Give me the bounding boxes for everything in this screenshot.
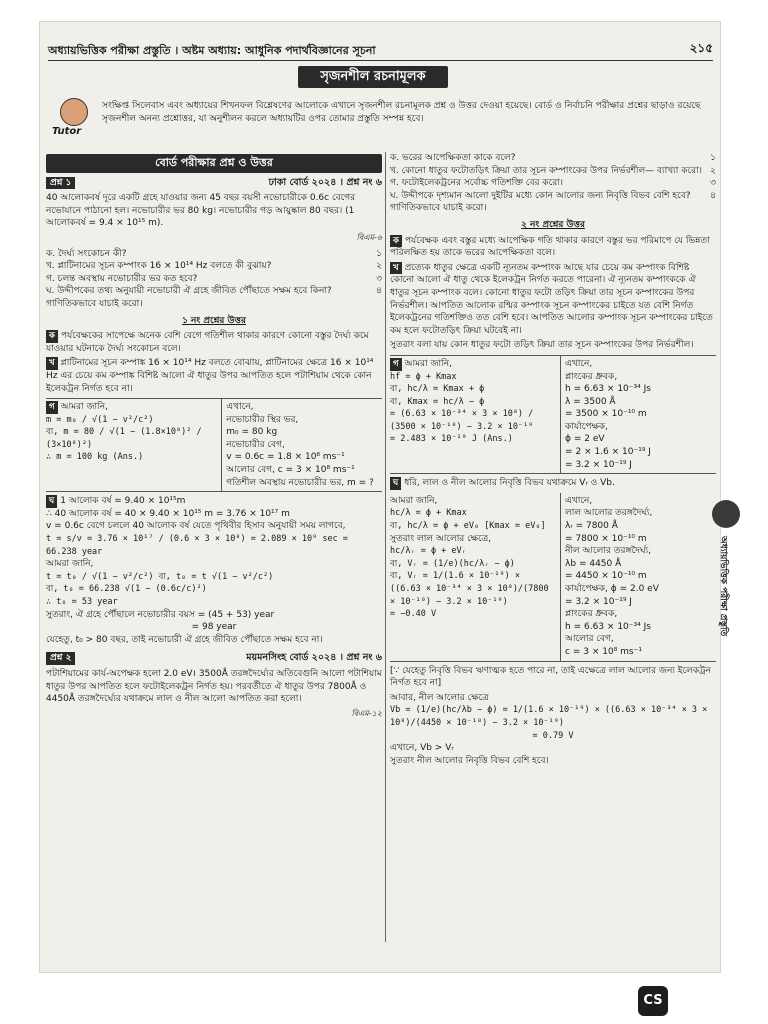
mark-gh-icon: ঘ [46, 495, 57, 508]
answer-1-kh: খ প্লাটিনামের সূচন কম্পাঙ্ক 16 × 10¹⁴ Hz বলতে বোঝায়, প্লাটিনামের ক্ষেত্রে 16 × 10¹⁴ Hz এর চেয়ে কম কম্পাঙ্ক বিশিষ্ট আলো ঐ ধাতুর উপর আপতিত হলে পটাশিয়াম থেকে কোন ইলেকট্রন নির্গত হবে না। [46, 358, 374, 394]
answer-2-gh-blue: আবার, নীল আলোর ক্ষেত্রে Vb = (1/e)(hc/λb − ϕ) = 1/(1.6 × 10⁻¹⁹) × ((6.63 × 10⁻³⁴ × 3 × 10⁸)/(4450 × 10⁻¹⁰) − 3.2 × 10⁻¹⁹) = 0.79 V এখানে, Vb > Vᵣ সুতরাং নীল আলোর নিবৃত্তি বিভব বেশি হবে। [390, 692, 708, 766]
tutor-logo [52, 98, 98, 142]
tutor-label: Tutor [52, 126, 82, 137]
camscanner-badge: CS [638, 986, 668, 1016]
tutor-face-icon [60, 98, 88, 126]
book-icon [712, 500, 740, 528]
side-tab [712, 500, 742, 650]
page-number: ২১৫ [689, 41, 713, 55]
answer-2-g [390, 355, 716, 474]
question-1-tag: প্রশ্ন ১ [46, 177, 75, 190]
question-2-board: ময়মনসিংহ বোর্ড ২০২৪ । প্রশ্ন নং ৬ [246, 652, 382, 664]
answer-1-heading: ১ নং প্রশ্নের উত্তর [182, 315, 246, 326]
book-page [40, 22, 720, 972]
question-2-d: ঘ. উদ্দীপকে দৃশ্যমান আলো দুইটির মধ্যে কোন আলোর জন্য নিবৃত্তি বিভব বেশি হবে? গাণিতিকভাবে যাচাই করো। ৪ [390, 190, 716, 214]
side-tab-label: অধ্যায়ভিত্তিক পরীক্ষা প্রস্তুতি [718, 536, 728, 637]
mark-k-icon: ক [390, 235, 402, 248]
column-divider [385, 152, 386, 942]
answer-2-gh-note: [∵ যেহেতু নিবৃত্তি বিভব ঋণাত্মক হতে পারে না, তাই এক্ষেত্রে লাল আলোর জন্য ইলেকট্রন নির্গত হবে না] [390, 665, 711, 689]
mark-g-icon: গ [46, 401, 58, 414]
answer-2-gh-given: এখানে, লাল আলোর তরঙ্গদৈর্ঘ্য, λᵣ = 7800 Å = 7800 × 10⁻¹⁰ m নীল আলোর তরঙ্গদৈর্ঘ্য, λb = 4450 Å = 4450 × 10⁻¹⁰ m কার্যাপেক্ষক, ϕ = 2.0 eV = 3.2 × 10⁻¹⁹ J প্লাংকের ধ্রুবক, h = 6.63 × 10⁻³⁴ Js আলোর বেগ, c = 3 × 10⁸ ms⁻¹ [565, 495, 659, 657]
question-2-source: বিএম-১২ [351, 708, 382, 718]
question-1-b: খ. প্লাটিনামের সূচন কম্পাংক 16 × 10¹⁴ Hz বলতে কী বুঝায়? ২ [46, 261, 382, 272]
question-2-header [46, 652, 382, 665]
answer-2-k: ক পর্যবেক্ষক এবং বস্তুর মধ্যে আপেক্ষিক গতি থাকার কারণে বস্তুর ভর পরিমাপে যে ভিন্নতা পরিলক্ষিত হয় তাকে ভরের আপেক্ষিকতা বলে। [390, 235, 710, 259]
question-1-stem: 40 আলোকবর্ষ দূরে একটি গ্রহে যাওয়ার জন্য 45 বছর বয়সী নভোচারীকে 0.6c বেগের নভোযানে পাঠানো হল। নভোচারীর ভর 80 kg। নভোচারীর গড় আয়ুষ্কাল 80 বছর। (1 আলোকবর্ষ = 9.4 × 10¹⁵ m). [46, 193, 356, 229]
question-2-stem: পটাশিয়ামের কার্য-অপেক্ষক হলো 2.0 eV। 3500Å তরঙ্গদৈর্ঘ্যের অতিবেগুনি আলো পটাশিয়াম ধাতুর উপর আপতিত হলে ফটোইলেকট্রন নির্গত হয়। পরবর্তীতে ঐ ধাতুর উপর 7800Å ও 4450Å তরঙ্গদৈর্ঘ্যের যথাক্রমে লাল ও নীল আলো আপতিত করা হলো। [46, 668, 382, 705]
question-2-b: খ. কোনো ধাতুর ফটোতড়িৎ ক্রিয়া তার সূচন কম্পাংকের উপর নির্ভরশীল— ব্যাখ্যা করো। ২ [390, 165, 716, 176]
mark-gh-icon: ঘ [390, 477, 401, 490]
answer-2-gh-equations: আমরা জানি, hc/λ = ϕ + Kmax বা, hc/λ = ϕ + eV₀ [Kmax = eV₀] সুতরাং লাল আলোর ক্ষেত্রে, hc/λᵣ = ϕ + eVᵣ বা, Vᵣ = (1/e)(hc/λᵣ − ϕ) বা, Vᵣ = 1/(1.6 × 10⁻¹⁹) × ((6.63 × 10⁻³⁴ × 3 × 10⁸)/(7800 × 10⁻¹⁰) − 3.2 × 10⁻¹⁹) = −0.40 V [390, 493, 561, 661]
answer-2-g-equations: গ আমরা জানি, hf = ϕ + Kmax বা, hc/λ = Kmax + ϕ বা, Kmax = hc/λ − ϕ = (6.63 × 10⁻³⁴ × 3 × 10⁸) / (3500 × 10⁻¹⁰) − 3.2 × 10⁻¹⁹ = 2.483 × 10⁻¹⁹ J (Ans.) [390, 356, 561, 473]
question-1-board: ঢাকা বোর্ড ২০২৪ । প্রশ্ন নং ৬ [268, 176, 382, 188]
mark-kh-icon: খ [46, 357, 58, 370]
question-1-c: গ. চলন্ত অবস্থায় নভোচারীর ভর কত হবে? ৩ [46, 273, 382, 284]
answer-1-g-given: এখানে, নভোচারীর স্থির ভর, m₀ = 80 kg নভোচারীর বেগ, v = 0.6c = 1.8 × 10⁸ ms⁻¹ আলোর বেগ, c = 3 × 10⁸ ms⁻¹ গতিশীল অবস্থায় নভোচারীর ভর, m = ? [226, 402, 374, 488]
left-column [46, 152, 382, 723]
answer-2-kh-conclusion: সুতরাং বলা যায় কোন ধাতুর ফটো তড়িৎ ক্রিয়া তার সূচন কম্পাংকের উপর নির্ভরশীল। [390, 340, 694, 351]
question-1-source: বিএম-৬ [356, 232, 382, 242]
mark-kh-icon: খ [390, 262, 402, 275]
question-2-tag: প্রশ্ন ২ [46, 652, 75, 665]
mark-k-icon: ক [46, 330, 58, 343]
answer-2-gh [390, 493, 716, 662]
answer-2-kh: খ প্রত্যেক ধাতুর ক্ষেত্রে একটি ন্যূনতম কম্পাংক আছে যার চেয়ে কম কম্পাংক বিশিষ্ট কোনো আলো ঐ ধাতু থেকে ইলেকট্রন নির্গত করতে পারেনা। ঐ ন্যূনতম কম্পাংককে ঐ ধাতুর সূচন কম্পাংক বলে। কোনো ধাতুর ফটো তড়িৎ ক্রিয়া তার সূচন কম্পাংকের উপর নির্ভরশীল। আপতিত আলোক রশ্মির কম্পাংক সূচন কম্পাংকের চাইতে যত বেশি নির্গত ইলেকট্রনের গতিশক্তিও তত বেশি হবে। আপতিত আলোর কম্পাংক সূচন কম্পাংকের চাইতে কম হলে ফটোতড়িৎ ক্রিয়া ঘটবেই না। [390, 262, 713, 336]
answer-2-g-given: এখানে, প্লাংকের ধ্রুবক, h = 6.63 × 10⁻³⁴ Js λ = 3500 Å = 3500 × 10⁻¹⁰ m কার্যাপেক্ষক, ϕ = 2 eV = 2 × 1.6 × 10⁻¹⁹ J = 3.2 × 10⁻¹⁹ J [565, 358, 651, 470]
question-1-header [46, 177, 382, 190]
board-section-title: বোর্ড পরীক্ষার প্রশ্ন ও উত্তর [46, 154, 382, 173]
section-banner: সৃজনশীল রচনামূলক [298, 66, 448, 88]
question-2-a: ক. ভরের আপেক্ষিকতা কাকে বলে? ১ [390, 153, 716, 163]
answer-1-k: ক পর্যবেক্ষকের সাপেক্ষে অনেক বেশি বেগে গতিশীল থাকার কারণে কোনো বস্তুর দৈর্ঘ্য কমে যাওয়ার ঘটনাকে দৈর্ঘ্য সংকোচন বলে। [46, 331, 369, 354]
answer-1-g-equations: গ আমরা জানি, m = m₀ / √(1 − v²/c²) বা, m = 80 / √(1 − (1.8×10⁸)² / (3×10⁸)²) ∴ m = 100 kg (Ans.) [46, 399, 222, 491]
question-1-d: ঘ. উদ্দীপকের তথ্য অনুযায়ী নভোচারী ঐ গ্রহে জীবিত পৌঁছাতে সক্ষম হবে কিনা? গাণিতিকভাবে যাচাই করো। ৪ [46, 286, 382, 309]
right-column [390, 152, 716, 767]
answer-1-gh: ঘ 1 আলোক বর্ষ = 9.40 × 10¹⁵m ∴ 40 আলোক বর্ষ = 40 × 9.40 × 10¹⁵ m = 3.76 × 10¹⁷ m v = 0.6c বেগে চললে 40 আলোক বর্ষ যেতে পৃথিবীর হিসাব অনুযায়ী সময় লাগবে, t = s/v = 3.76 × 10¹⁷ / (0.6 × 3 × 10⁸) = 2.089 × 10⁹ sec = 66.238 year আমরা জানি, t = t₀ / √(1 − v²/c²) বা, t₀ = t √(1 − v²/c²) বা, t₀ = 66.238 √(1 − (0.6c/c)²) ∴ t₀ = 53 year সুতরাং, ঐ গ্রহে পৌঁছালে নভোচারীর বয়স = (45 + 53) year = 98 year যেহেতু, t₀ > 80 বছর, তাই নভোচারী ঐ গ্রহে জীবিত পৌঁছাতে সক্ষম হবে না। [46, 496, 348, 645]
answer-2-gh-intro: ঘ ধরি, লাল ও নীল আলোর নিবৃত্তি বিভব যথাক্রমে Vᵣ ও Vb. [390, 477, 716, 490]
answer-1-g [46, 398, 382, 492]
answer-2-heading: ২ নং প্রশ্নের উত্তর [521, 219, 585, 230]
question-1-a: ক. দৈর্ঘ্য সংকোচন কী? ১ [46, 248, 382, 259]
header-divider [48, 60, 713, 61]
page-header [48, 38, 713, 60]
mark-g-icon: গ [390, 358, 402, 371]
chapter-title: অধ্যায়ভিত্তিক পরীক্ষা প্রস্তুতি । অষ্টম অধ্যায়: আধুনিক পদার্থবিজ্ঞানের সূচনা [48, 44, 376, 57]
question-2-c: গ. ফটোইলেকট্রনের সর্বোচ্চ গতিশক্তি বের করো। ৩ [390, 178, 716, 189]
intro-text: সংক্ষিপ্ত সিলেবাস এবং অধ্যায়ের শিখনফল বিশ্লেষণের আলোকে এখানে সৃজনশীল রচনামূলক প্রশ্ন ও উত্তর দেওয়া হয়েছে। বোর্ড ও নির্বাচনি পরীক্ষার প্রশ্নের ছাড়াও রয়েছে সৃজনশীল অনন্য প্রশ্নোত্তর, যা অনুশীলন করলে অধ্যায়টির ওপর তোমার প্রস্তুতি সম্পন্ন হবে। [102, 101, 701, 124]
